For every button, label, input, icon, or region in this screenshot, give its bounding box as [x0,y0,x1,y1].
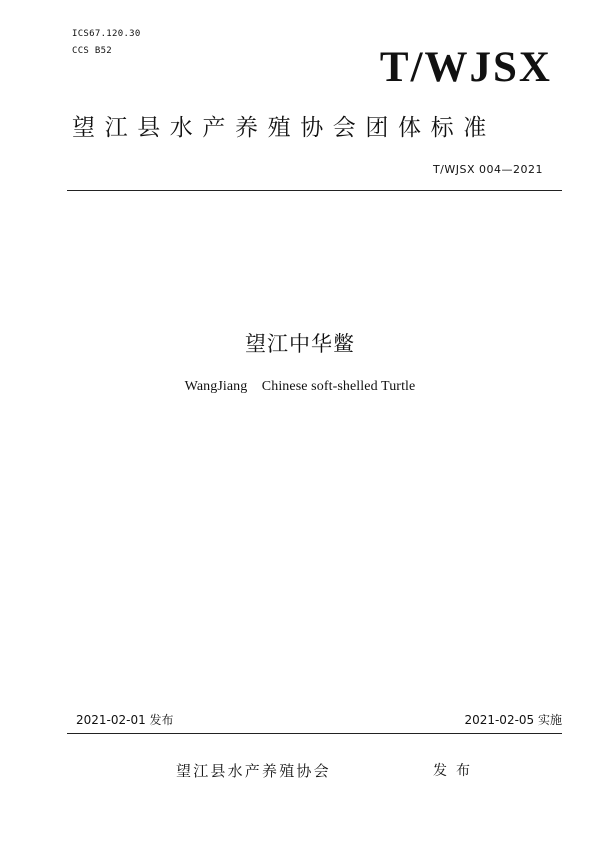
top-divider [67,190,562,191]
implementation-date: 2021-02-05 实施 [464,713,562,727]
document-title-chinese: 望江中华鳖 [245,332,355,356]
bottom-divider [67,733,562,734]
ccs-code: CCS B52 [72,46,113,56]
ics-code: ICS67.120.30 [72,29,141,39]
publish-label: 发布 [433,763,479,779]
issuer-name: 望江县水产养殖协会 [176,762,331,780]
standard-number: T/WJSX 004—2021 [432,163,543,176]
document-title-english: WangJiang Chinese soft-shelled Turtle [184,379,416,394]
organization-title: 望江县水产养殖协会团体标准 [72,115,496,141]
standard-code-logo: T/WJSX [379,44,552,91]
issue-date: 2021-02-01 发布 [76,713,174,727]
